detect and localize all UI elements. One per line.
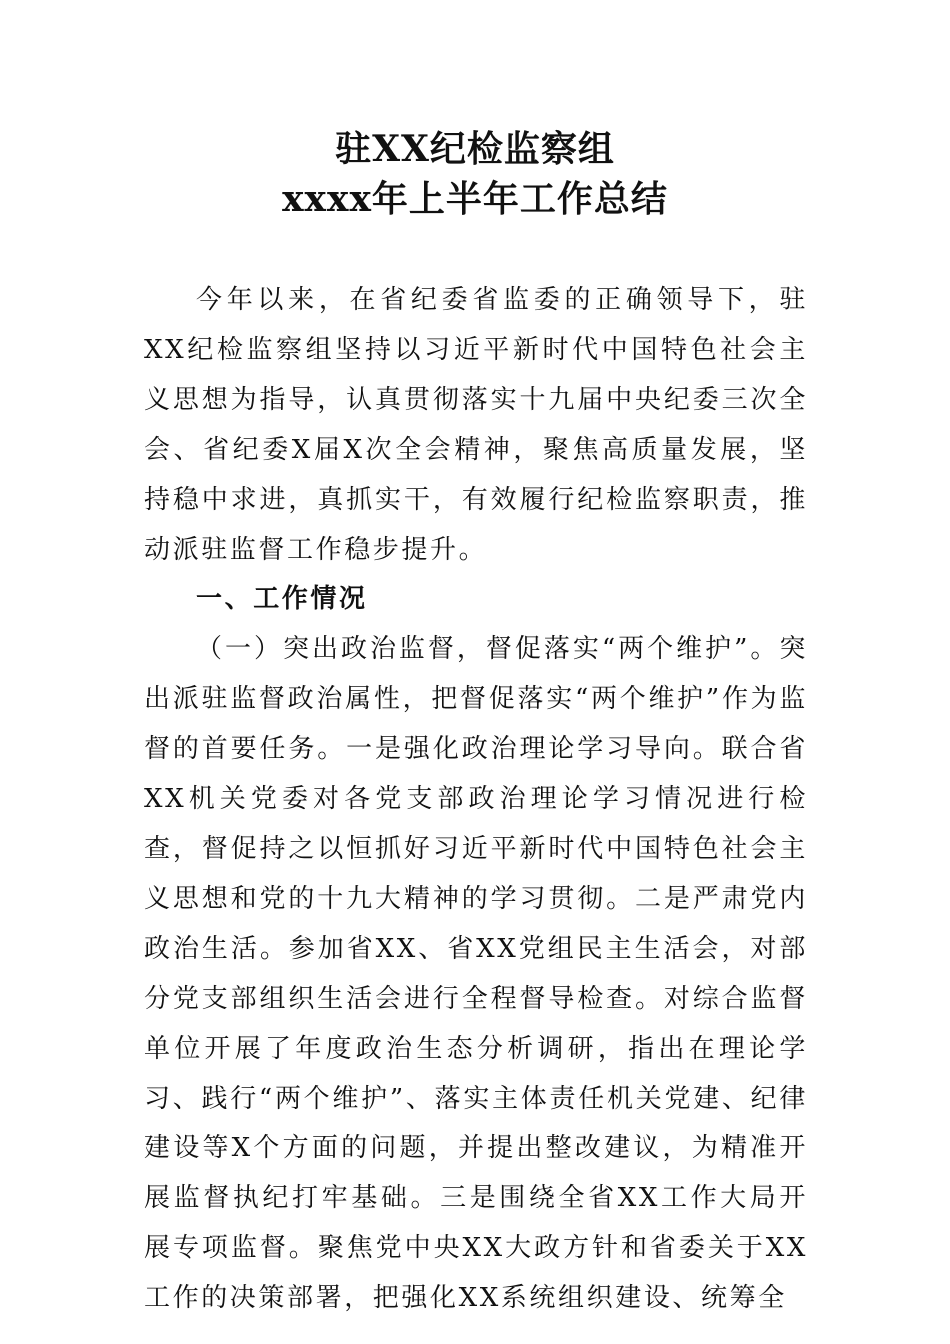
section1-paragraph: （一）突出政治监督，督促落实“两个维护”。突出派驻监督政治属性，把督促落实“两个维护”作为监督的首要任务。一是强化政治理论学习导向。联合省XX机关党委对各党支部政治理论学习情况进行检查，督促持之以恒抓好习近平新时代中国特色社会主义思想和党的十九大精神的学习贯彻。二是严肃党内政治生活。参加省XX、省XX党组民主生活会，对部分党支部组织生活会进行全程督导检查。对综合监督单位开展了年度政治生态分析调研，指出在理论学习、践行“两个维护”、落实主体责任机关党建、纪律建设等X个方面的问题，并提出整改建议，为精准开展监督执纪打牢基础。三是围绕全省XX工作大局开展专项监督。聚焦党中央XX大政方针和省委关于XX工作的决策部署，把强化XX系统组织建设、统筹全 <box>144 634 808 1314</box>
title-line-1: 驻XX纪检监察组 <box>335 128 615 170</box>
intro-paragraph: 今年以来，在省纪委省监委的正确领导下，驻XX纪检监察组坚持以习近平新时代中国特色社会主义思想为指导，认真贯彻落实十九届中央纪委三次全会、省纪委X届X次全会精神，聚焦高质量发展，坚持稳中求进，真抓实干，有效履行纪检监察职责，推动派驻监督工作稳步提升。 <box>144 285 808 565</box>
document-body <box>144 276 808 1324</box>
title-line-2: xxxx年上半年工作总结 <box>282 178 668 220</box>
document-title <box>0 124 950 224</box>
section-heading-work-situation: 一、工作情况 <box>196 584 368 615</box>
